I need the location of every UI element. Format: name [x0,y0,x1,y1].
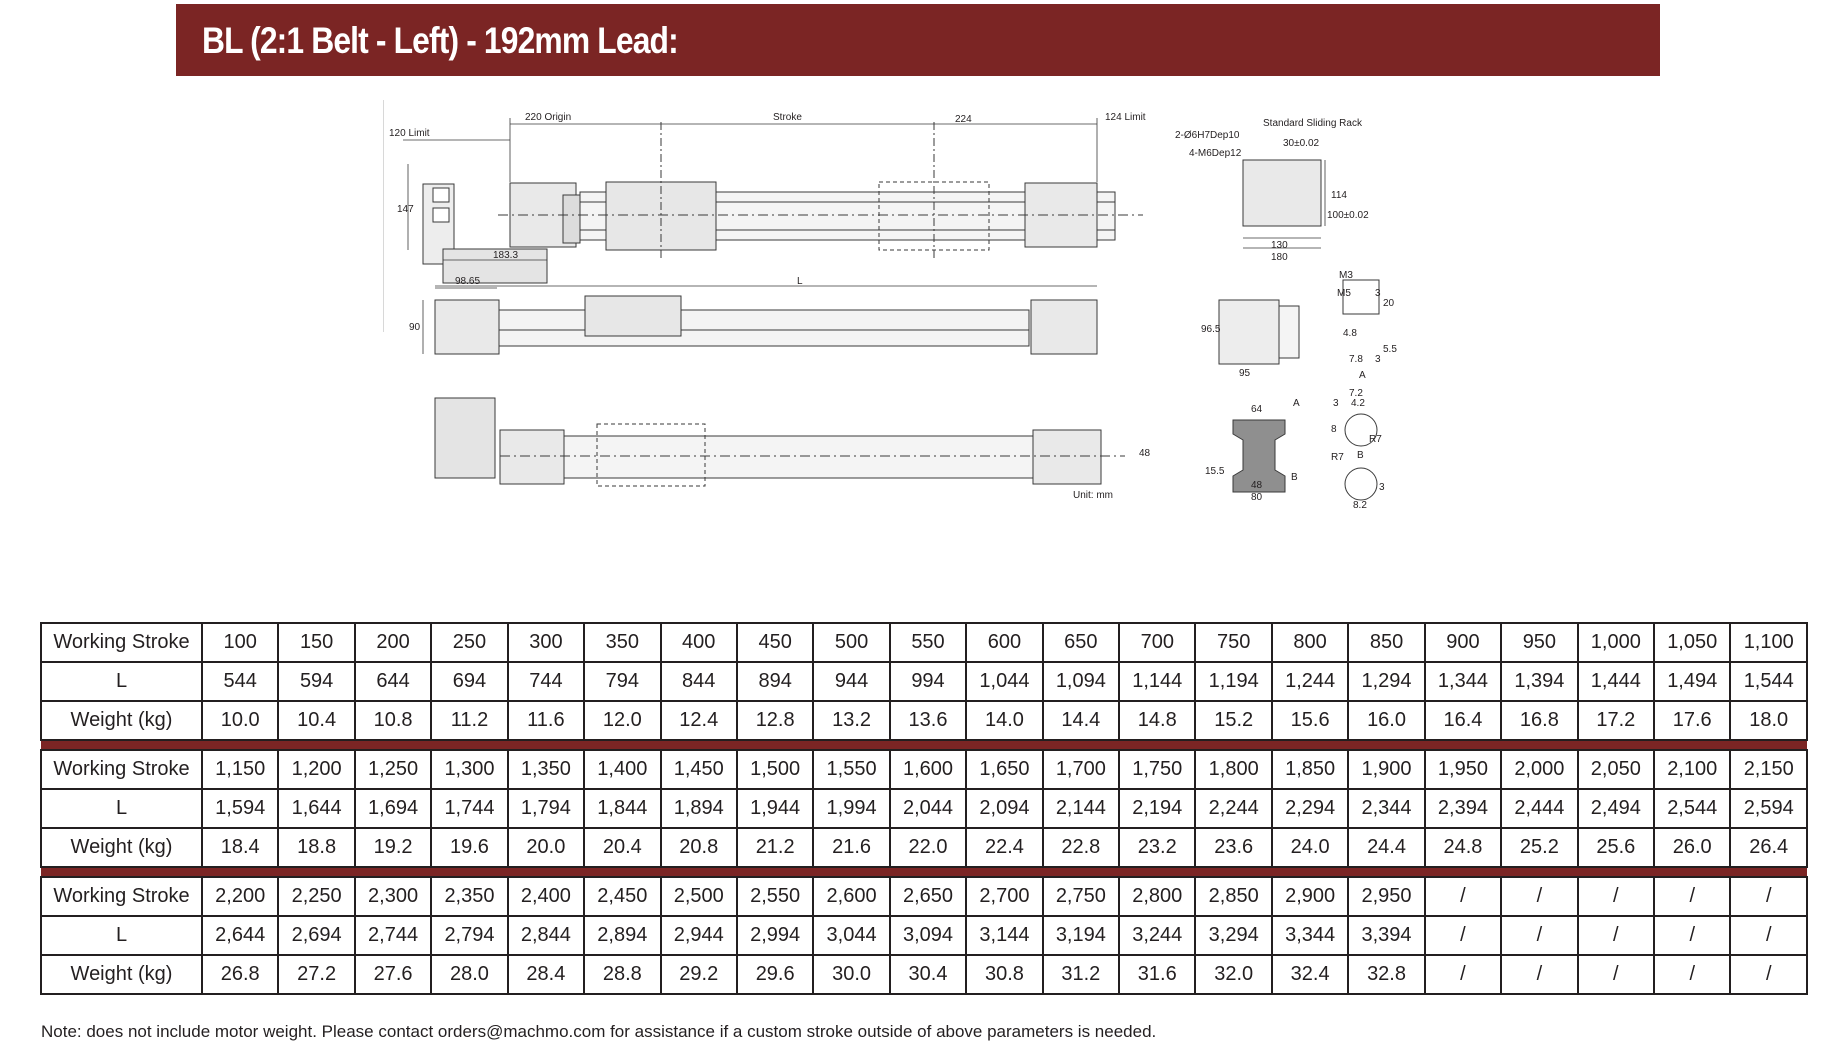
table-cell: 15.2 [1195,701,1271,740]
table-cell: 2,994 [737,916,813,955]
dim-7-2: 7.2 [1349,388,1363,399]
table-cell: 2,250 [278,877,354,916]
table-cell: 900 [1425,623,1501,662]
table-cell: 1,000 [1578,623,1654,662]
dim-220-origin: 220 Origin [525,112,572,123]
table-cell: 2,494 [1578,789,1654,828]
table-cell: 32.4 [1272,955,1348,994]
table-cell: 22.0 [890,828,966,867]
bottom-left-cap [500,430,564,484]
row-label: Weight (kg) [41,955,202,994]
table-cell: 2,044 [890,789,966,828]
table-cell: 2,750 [1043,877,1119,916]
dim-64: 64 [1251,404,1263,415]
table-cell: 2,344 [1348,789,1424,828]
table-cell: 2,350 [431,877,507,916]
table-cell: 25.2 [1501,828,1577,867]
table-cell: 1,200 [278,750,354,789]
label-unit: Unit: mm [1073,490,1113,501]
table-cell: 27.6 [355,955,431,994]
table-cell: 10.8 [355,701,431,740]
table-cell: 17.6 [1654,701,1730,740]
table-cell: 1,250 [355,750,431,789]
table-cell: 26.8 [202,955,278,994]
table-cell: 2,644 [202,916,278,955]
table-cell: 21.6 [813,828,889,867]
table-cell: 28.4 [508,955,584,994]
table-cell: 650 [1043,623,1119,662]
table-row [41,750,1807,789]
table-cell: 3,044 [813,916,889,955]
table-cell: 1,694 [355,789,431,828]
table-cell: 2,600 [813,877,889,916]
separator-bar [41,867,1807,877]
footnote: Note: does not include motor weight. Please contact orders@machmo.com for assistance if a custom stroke outside of above parameters is needed. [41,1022,1157,1041]
table-cell: 2,194 [1119,789,1195,828]
table-cell: 20.4 [584,828,660,867]
table-cell: 30.8 [966,955,1042,994]
dim-124-limit: 124 Limit [1105,112,1146,123]
table-cell: 1,894 [661,789,737,828]
table-cell: 22.4 [966,828,1042,867]
table-cell: 2,800 [1119,877,1195,916]
table-cell: 1,794 [508,789,584,828]
label-hole-2: 4-M6Dep12 [1189,148,1242,159]
label-b: B [1357,450,1364,461]
table-cell: 3,094 [890,916,966,955]
table-cell: 1,594 [202,789,278,828]
table-cell: 850 [1348,623,1424,662]
table-cell: 14.0 [966,701,1042,740]
table-cell: 23.2 [1119,828,1195,867]
dim-180: 180 [1271,252,1288,263]
dim-224: 224 [955,114,972,125]
bottom-rail [564,436,1095,478]
table-cell: 600 [966,623,1042,662]
bottom-motor [435,398,495,478]
table-cell: 2,544 [1654,789,1730,828]
table-cell: 2,694 [278,916,354,955]
table-cell: 2,450 [584,877,660,916]
table-cell: 644 [355,662,431,701]
table-cell: 544 [202,662,278,701]
table-cell: 2,300 [355,877,431,916]
table-cell: 1,994 [813,789,889,828]
table-cell: 2,100 [1654,750,1730,789]
table-cell: 1,044 [966,662,1042,701]
table-cell: 1,444 [1578,662,1654,701]
table-cell: 1,144 [1119,662,1195,701]
dimension-drawing-svg [383,100,1433,596]
table-cell: 2,000 [1501,750,1577,789]
table-cell: 19.2 [355,828,431,867]
table-cell: / [1425,916,1501,955]
dim-130: 130 [1271,240,1288,251]
table-cell: 2,850 [1195,877,1271,916]
table-cell: 2,700 [966,877,1042,916]
dim-3: 3 [1375,288,1381,299]
table-cell: 2,394 [1425,789,1501,828]
table-cell: 250 [431,623,507,662]
dim-114: 114 [1331,190,1347,201]
dim-48-side: 48 [1139,448,1151,459]
table-cell: 14.8 [1119,701,1195,740]
table-cell: 2,150 [1730,750,1807,789]
table-cell: 11.2 [431,701,507,740]
table-cell: 26.4 [1730,828,1807,867]
table-cell: 1,550 [813,750,889,789]
table-cell: 2,944 [661,916,737,955]
table-cell: 1,644 [278,789,354,828]
table-cell: 27.2 [278,955,354,994]
row-label: L [41,916,202,955]
table-cell: 16.4 [1425,701,1501,740]
dim-100: 100±0.02 [1327,210,1369,221]
table-cell: 2,950 [1348,877,1424,916]
table-cell: 550 [890,623,966,662]
dim-stroke: Stroke [773,112,802,123]
table-cell: 694 [431,662,507,701]
table-row [41,662,1807,701]
table-cell: 10.4 [278,701,354,740]
technical-drawing [383,100,1433,596]
table-cell: 450 [737,623,813,662]
dim-95: 95 [1239,368,1251,379]
table-cell: 3,294 [1195,916,1271,955]
table-row [41,916,1807,955]
table-cell: 12.0 [584,701,660,740]
dim-8-2: 8.2 [1353,500,1367,511]
table-cell: 32.8 [1348,955,1424,994]
table-cell: 994 [890,662,966,701]
table-cell: 23.6 [1195,828,1271,867]
dim-L: L [797,276,803,287]
table-cell: 2,050 [1578,750,1654,789]
table-cell: 1,294 [1348,662,1424,701]
table-row [41,828,1807,867]
spec-table [40,622,1808,995]
table-cell: / [1578,877,1654,916]
table-cell: 2,650 [890,877,966,916]
table-cell: 22.8 [1043,828,1119,867]
table-cell: 28.8 [584,955,660,994]
block-separator [41,867,1807,877]
dim-96: 96.5 [1201,324,1221,335]
table-cell: 1,100 [1730,623,1807,662]
table-cell: 794 [584,662,660,701]
label-a2: A [1293,398,1300,409]
table-cell: 1,394 [1501,662,1577,701]
table-cell: 18.0 [1730,701,1807,740]
table-cell: 12.8 [737,701,813,740]
dim-30: 30±0.02 [1283,138,1320,149]
dim-20: 20 [1383,298,1395,309]
table-cell: 16.8 [1501,701,1577,740]
dim-98: 98.65 [455,276,481,287]
dim-183: 183.3 [493,250,519,261]
table-cell: 2,794 [431,916,507,955]
table-cell: 2,550 [737,877,813,916]
label-hole-1: 2-Ø6H7Dep10 [1175,130,1240,141]
table-cell: 19.6 [431,828,507,867]
table-cell: 1,850 [1272,750,1348,789]
table-cell: 1,350 [508,750,584,789]
title-banner [176,4,1660,76]
table-cell: 744 [508,662,584,701]
row-label: L [41,662,202,701]
label-a: A [1359,370,1366,381]
table-cell: 24.0 [1272,828,1348,867]
dim-3b: 3 [1375,354,1381,365]
table-cell: 31.2 [1043,955,1119,994]
table-cell: 1,650 [966,750,1042,789]
table-cell: 1,750 [1119,750,1195,789]
table-cell: 3,394 [1348,916,1424,955]
table-cell: 950 [1501,623,1577,662]
table-cell: / [1501,916,1577,955]
table-cell: 2,200 [202,877,278,916]
table-cell: 1,094 [1043,662,1119,701]
table-cell: 3,244 [1119,916,1195,955]
dim-8: 8 [1331,424,1337,435]
table-cell: 2,294 [1272,789,1348,828]
table-cell: 1,400 [584,750,660,789]
table-cell: 31.6 [1119,955,1195,994]
table-cell: 1,244 [1272,662,1348,701]
table-cell: 3,144 [966,916,1042,955]
table-cell: 18.8 [278,828,354,867]
table-cell: 2,894 [584,916,660,955]
dim-120-limit: 120 Limit [389,128,430,139]
label-m5: M5 [1337,288,1351,299]
row-label: Working Stroke [41,623,202,662]
table-cell: / [1578,916,1654,955]
table-row [41,701,1807,740]
table-cell: 150 [278,623,354,662]
table-cell: 28.0 [431,955,507,994]
table-cell: 29.2 [661,955,737,994]
table-cell: 2,744 [355,916,431,955]
table-cell: 1,900 [1348,750,1424,789]
label-m3: M3 [1339,270,1353,281]
table-cell: 2,594 [1730,789,1807,828]
table-cell: 20.0 [508,828,584,867]
table-cell: / [1654,916,1730,955]
table-cell: 30.0 [813,955,889,994]
table-cell: 10.0 [202,701,278,740]
table-cell: 32.0 [1195,955,1271,994]
row-label: Weight (kg) [41,828,202,867]
side-rail [499,310,1029,346]
table-row [41,789,1807,828]
table-cell: 14.4 [1043,701,1119,740]
label-standard-rack: Standard Sliding Rack [1263,118,1362,129]
table-cell: 2,844 [508,916,584,955]
table-cell: / [1425,955,1501,994]
table-cell: 1,494 [1654,662,1730,701]
table-cell: 2,244 [1195,789,1271,828]
table-cell: 1,150 [202,750,278,789]
table-cell: 2,444 [1501,789,1577,828]
dim-80: 80 [1251,492,1263,503]
table-cell: / [1654,955,1730,994]
table-cell: 100 [202,623,278,662]
table-cell: 24.8 [1425,828,1501,867]
table-cell: 29.6 [737,955,813,994]
label-r7b: R7 [1331,452,1344,463]
table-cell: 500 [813,623,889,662]
table-cell: 13.2 [813,701,889,740]
table-cell: / [1578,955,1654,994]
table-cell: 594 [278,662,354,701]
row-label: Working Stroke [41,877,202,916]
table-cell: 2,900 [1272,877,1348,916]
side-left-cap [435,300,499,354]
table-cell: / [1730,916,1807,955]
table-cell: 24.4 [1348,828,1424,867]
table-cell: 844 [661,662,737,701]
table-cell: 1,300 [431,750,507,789]
table-cell: 1,544 [1730,662,1807,701]
table-cell: 25.6 [1578,828,1654,867]
dim-3d: 3 [1379,482,1385,493]
spec-table-body [41,623,1807,994]
dim-3c: 3 [1333,398,1339,409]
table-cell: / [1730,877,1807,916]
table-cell: 1,844 [584,789,660,828]
table-cell: / [1654,877,1730,916]
table-cell: 1,344 [1425,662,1501,701]
table-cell: / [1501,877,1577,916]
label-r7a: R7 [1369,434,1382,445]
table-cell: 13.6 [890,701,966,740]
table-cell: 26.0 [1654,828,1730,867]
table-cell: 2,400 [508,877,584,916]
table-cell: 1,744 [431,789,507,828]
table-cell: 894 [737,662,813,701]
table-cell: 350 [584,623,660,662]
table-cell: 3,194 [1043,916,1119,955]
table-cell: 2,094 [966,789,1042,828]
dim-147: 147 [397,204,414,215]
table-cell: 1,050 [1654,623,1730,662]
table-cell: 1,500 [737,750,813,789]
table-cell: 12.4 [661,701,737,740]
table-cell: 21.2 [737,828,813,867]
table-cell: 1,950 [1425,750,1501,789]
dim-15-5: 15.5 [1205,466,1225,477]
table-cell: / [1425,877,1501,916]
table-cell: 1,700 [1043,750,1119,789]
table-cell: 800 [1272,623,1348,662]
table-cell: 2,500 [661,877,737,916]
row-label: Working Stroke [41,750,202,789]
table-cell: 17.2 [1578,701,1654,740]
table-cell: 2,144 [1043,789,1119,828]
table-cell: 1,600 [890,750,966,789]
block-separator [41,740,1807,750]
dim-5-5: 5.5 [1383,344,1397,355]
table-cell: 11.6 [508,701,584,740]
end-plate [1219,300,1279,364]
table-row [41,877,1807,916]
table-cell: 3,344 [1272,916,1348,955]
table-cell: 16.0 [1348,701,1424,740]
dim-4-8: 4.8 [1343,328,1357,339]
table-row [41,623,1807,662]
row-label: L [41,789,202,828]
table-cell: 700 [1119,623,1195,662]
side-carriage [585,296,681,336]
label-b2: B [1291,472,1298,483]
row-label: Weight (kg) [41,701,202,740]
table-cell: 30.4 [890,955,966,994]
dim-4-2: 4.2 [1351,398,1365,409]
separator-bar [41,740,1807,750]
table-cell: 1,800 [1195,750,1271,789]
table-cell: 300 [508,623,584,662]
table-cell: 20.8 [661,828,737,867]
side-right-cap [1031,300,1097,354]
table-cell: 400 [661,623,737,662]
dim-7-8: 7.8 [1349,354,1363,365]
sliding-rack [1243,160,1321,226]
table-cell: 1,450 [661,750,737,789]
table-cell: 750 [1195,623,1271,662]
table-cell: 1,194 [1195,662,1271,701]
table-cell: 1,944 [737,789,813,828]
table-cell: 18.4 [202,828,278,867]
table-cell: 15.6 [1272,701,1348,740]
table-cell: 944 [813,662,889,701]
table-cell: 200 [355,623,431,662]
page-title: BL (2:1 Belt - Left) - 192mm Lead: [202,20,678,61]
bottom-right-cap [1033,430,1101,484]
table-cell: / [1730,955,1807,994]
dim-90: 90 [409,322,421,333]
table-cell: / [1501,955,1577,994]
dim-48: 48 [1251,480,1263,491]
table-row [41,955,1807,994]
